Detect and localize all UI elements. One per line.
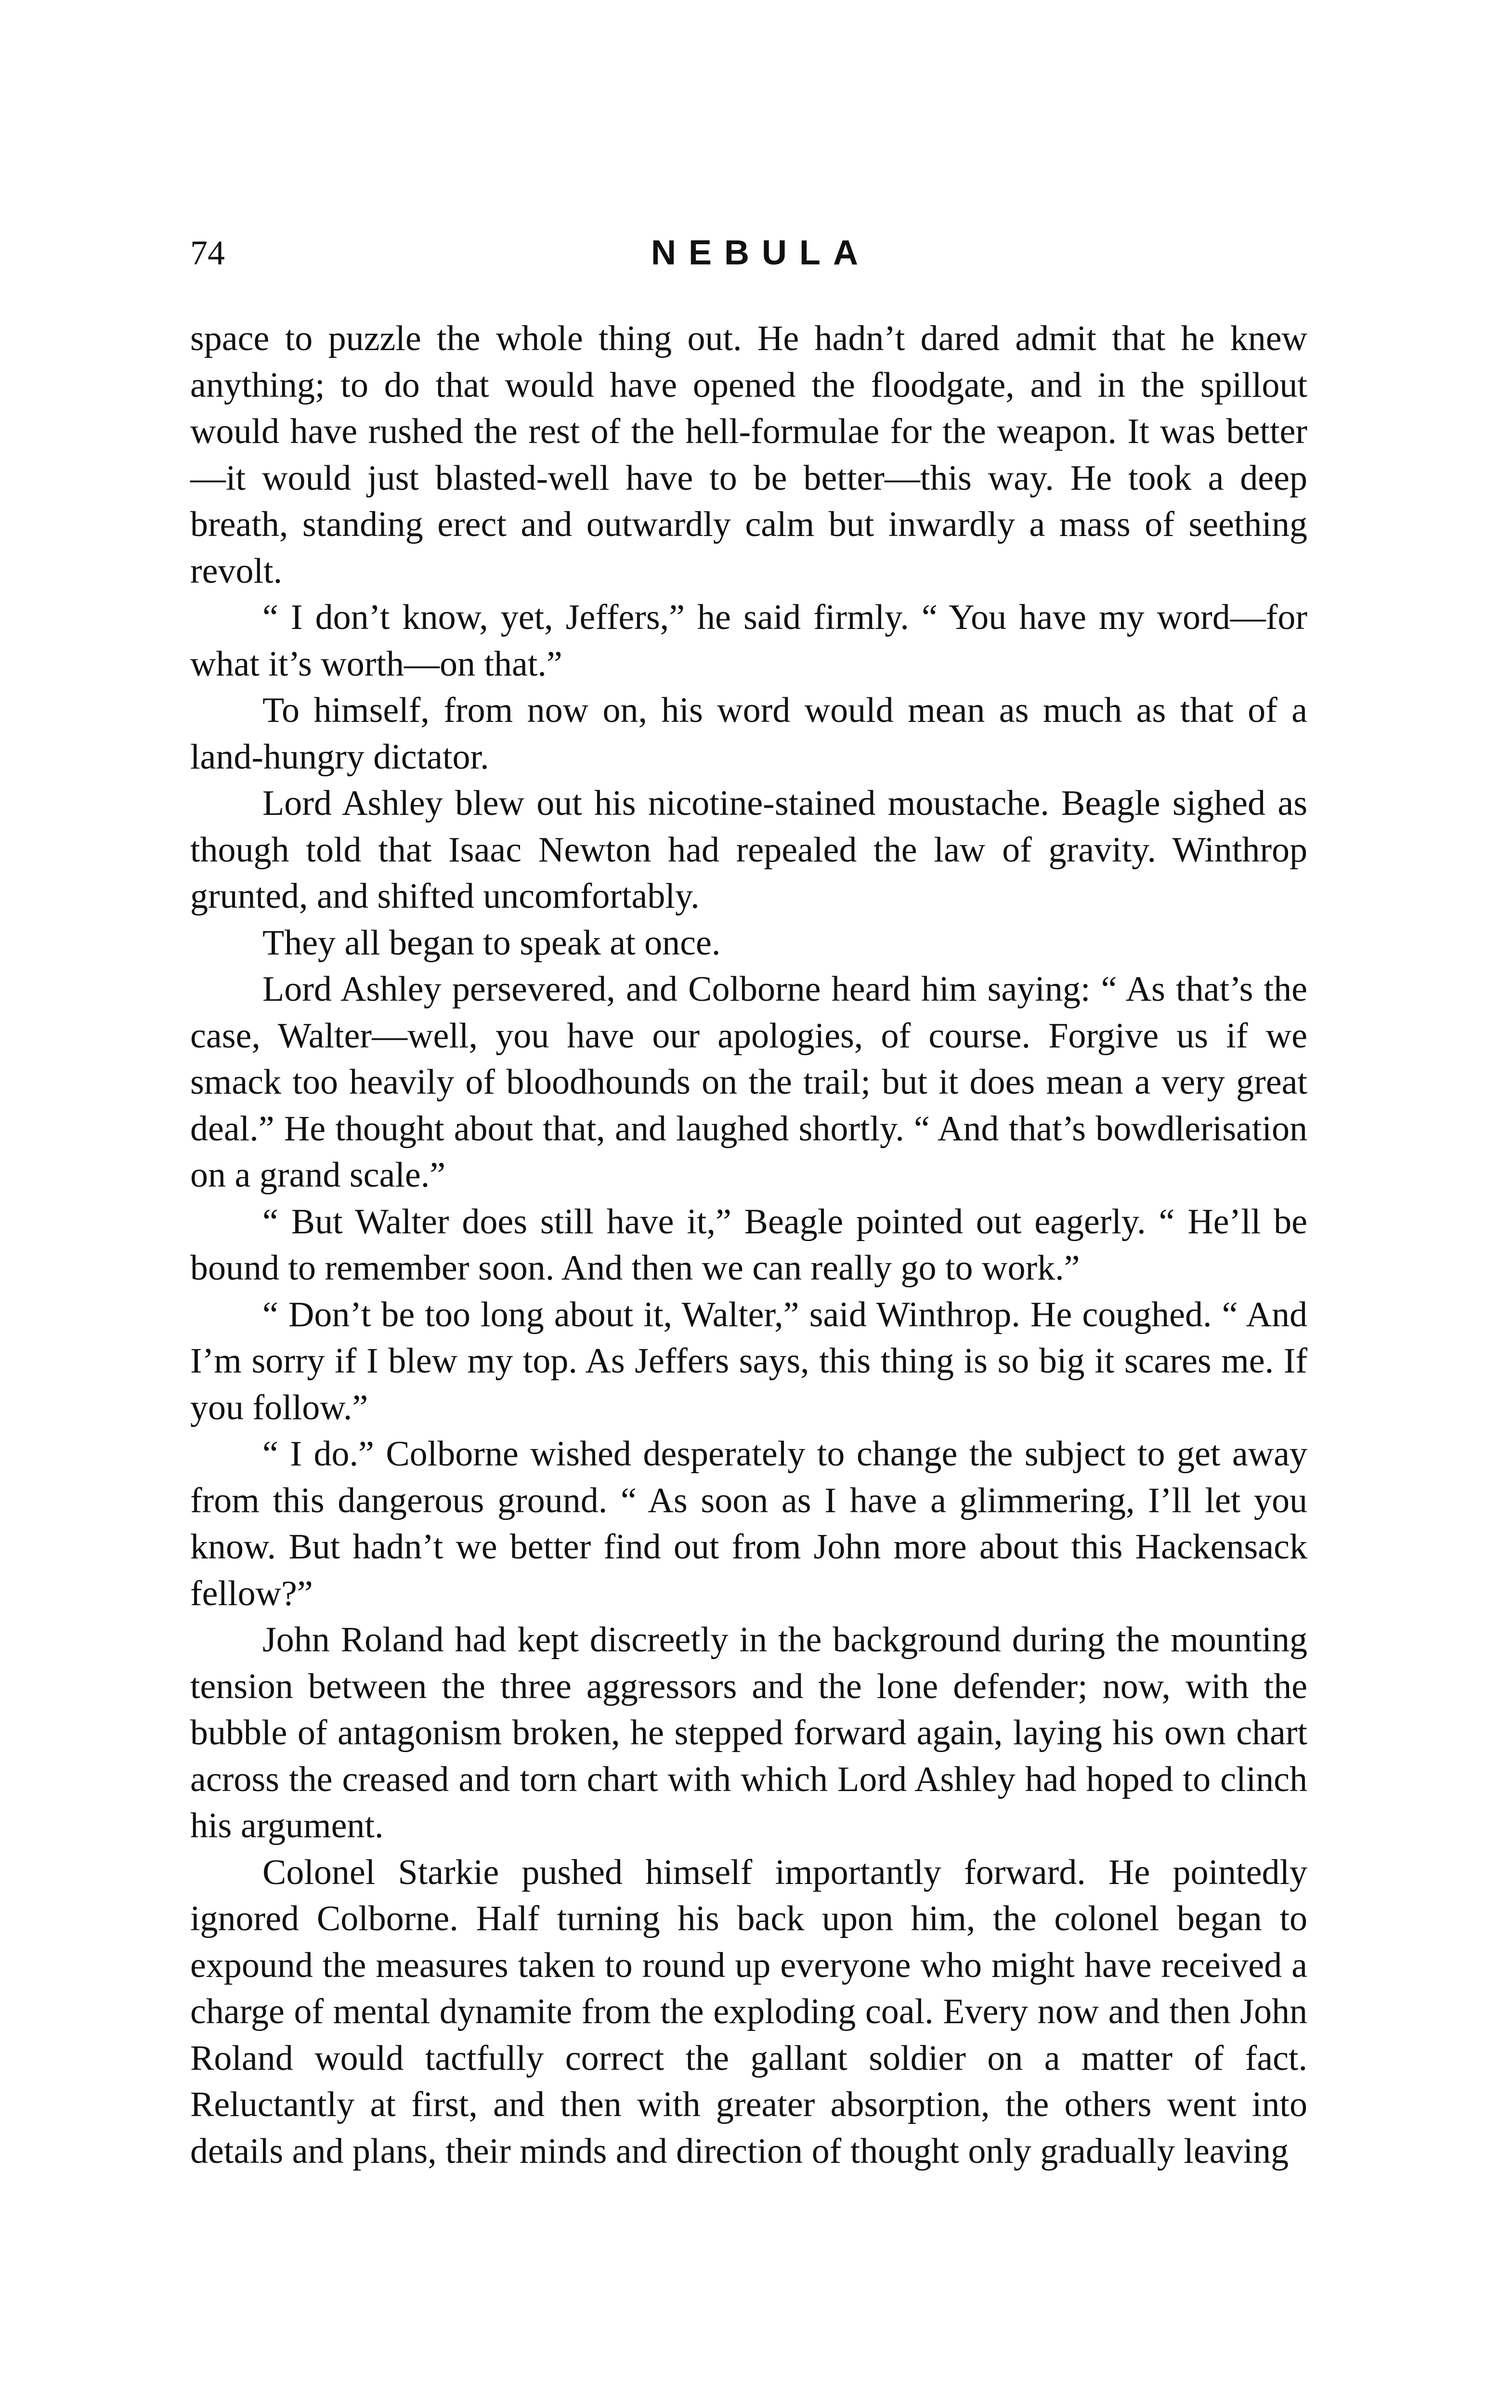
- paragraph-continuation: space to puzzle the whole thing out. He hadn’t dared admit that he knew anything; to do that would have opened the floodgate, and in the spillout would have rushed the rest of the hell-formulae for the weapon. It was better—it would just blasted-well have to be better—this way. He took a deep breath, standing erect and outwardly calm but inwardly a mass of seething revolt.: [190, 319, 1307, 591]
- page-number: 74: [190, 234, 225, 272]
- body-text: [190, 315, 1307, 2174]
- magazine-title: NEBULA: [651, 234, 871, 272]
- paragraph: “ Don’t be too long about it, Walter,” said Winthrop. He coughed. “ And I’m sorry if I blew my top. As Jeffers says, this thing is so big it scares me. If you follow.”: [190, 1295, 1307, 1427]
- paragraph: “ But Walter does still have it,” Beagle pointed out eagerly. “ He’ll be bound to remember soon. And then we can really go to work.”: [190, 1202, 1307, 1288]
- paragraph: To himself, from now on, his word would mean as much as that of a land-hungry dictator.: [190, 691, 1307, 777]
- paragraph: They all began to speak at once.: [262, 923, 721, 963]
- paragraph: Colonel Starkie pushed himself importantly forward. He pointedly ignored Colborne. Half turning his back upon him, the colonel began to expound the measures taken to round up everyone who might have received a charge of mental dynamite from the exploding coal. Every now and then John Roland would tactfully correct the gallant soldier on a matter of fact. Reluctantly at first, and then with greater absorption, the others went into details and plans, their minds and direction of thought only gradually leaving: [190, 1852, 1307, 2171]
- paragraph: Lord Ashley blew out his nicotine-stained moustache. Beagle sighed as though told that Isaac Newton had repealed the law of gravity. Winthrop grunted, and shifted uncomfortably.: [190, 784, 1307, 916]
- paragraph: “ I do.” Colborne wished desperately to change the subject to get away from this dangerous ground. “ As soon as I have a glimmering, I’ll let you know. But hadn’t we better find out from John more about this Hackensack fellow?”: [190, 1434, 1307, 1613]
- paragraph: Lord Ashley persevered, and Colborne heard him saying: “ As that’s the case, Walter—well, you have our apologies, of course. Forgive us if we smack too heavily of bloodhounds on the trail; but it does mean a very great deal.” He thought about that, and laughed shortly. “ And that’s bowdlerisation on a grand scale.”: [190, 969, 1307, 1195]
- running-head: [190, 234, 1331, 287]
- paragraph: John Roland had kept discreetly in the background during the mounting tension between the three aggressors and the lone defender; now, with the bubble of antagonism broken, he stepped forward again, laying his own chart across the creased and torn chart with which Lord Ashley had hoped to clinch his argument.: [190, 1620, 1307, 1845]
- paragraph: “ I don’t know, yet, Jeffers,” he said firmly. “ You have my word—for what it’s worth—on that.”: [190, 598, 1307, 684]
